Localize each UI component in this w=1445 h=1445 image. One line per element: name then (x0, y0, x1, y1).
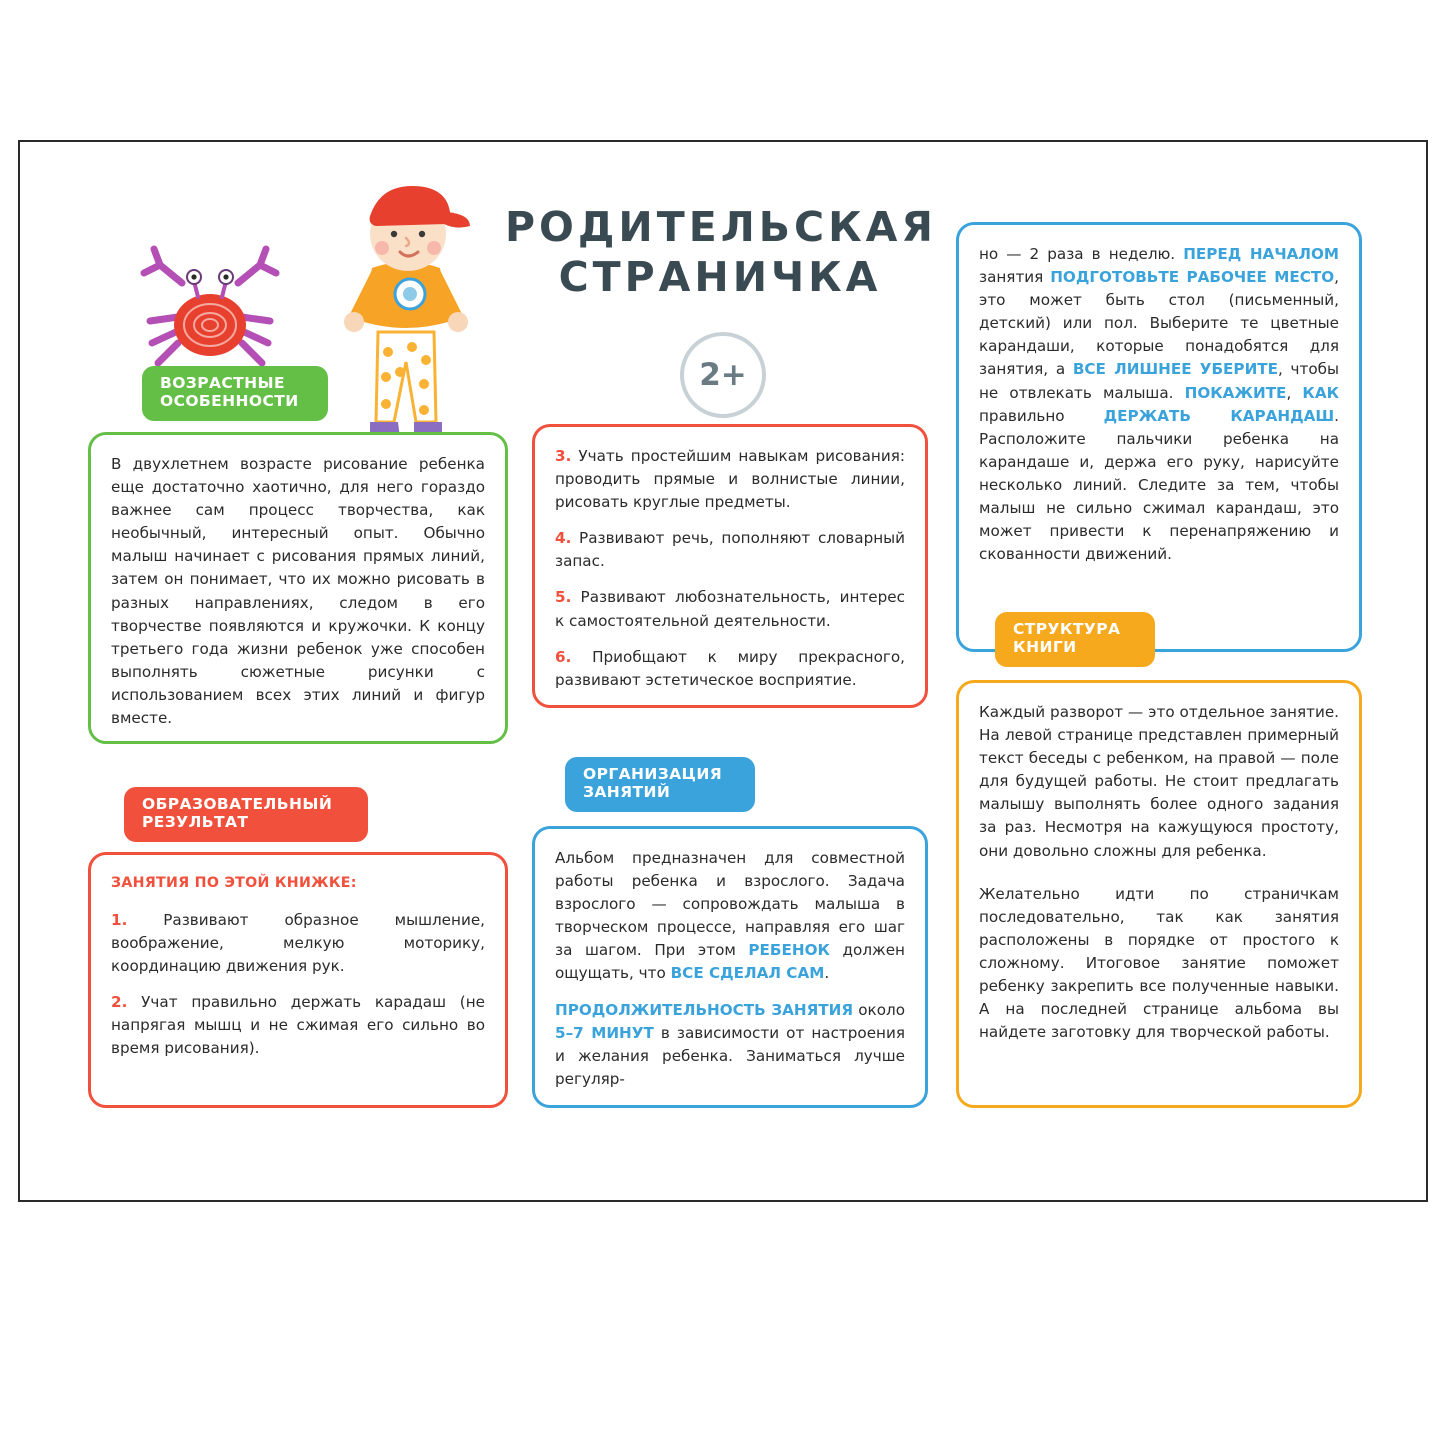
skills-item-5 (555, 586, 905, 632)
organization-paragraph-2 (555, 999, 905, 1091)
tab-age-features-line1: ВОЗРАСТНЫЕ (160, 374, 285, 392)
highlight-did-it-himself: ВСЕ СДЕЛАЛ САМ (670, 964, 825, 983)
page-title (505, 202, 935, 302)
item-text: Развивают речь, пополняют словарный запас. (555, 529, 905, 571)
item-text: Развивают образное мышление, воображение, мелкую моторику, координацию движения рук. (111, 910, 485, 975)
tab-book-structure-line2: КНИГИ (1013, 637, 1077, 656)
item-text: Учат правильно держать карадаш (не напрягая мышц и не сжимая его сильно во время рисования). (111, 992, 485, 1058)
text-run: в зависимости от настроения и желания ребенка. Заниматься лучше регуляр- (555, 1023, 905, 1088)
tab-educational-result-line2: РЕЗУЛЬТАТ (142, 812, 249, 831)
skills-item-4 (555, 527, 905, 573)
item-text: Развивают любознательность, интерес к самостоятельной деятельности. (555, 588, 905, 630)
card-organization (532, 826, 928, 1108)
skills-item-6 (555, 646, 905, 692)
parents-page-spread (18, 140, 1428, 1202)
text-run: , чтобы не отвлекать малыша. (979, 360, 1340, 402)
educational-result-item-2 (111, 991, 485, 1060)
highlight-show: ПОКАЖИТЕ (1184, 383, 1287, 402)
card-age-features (88, 432, 508, 744)
text-run: . (824, 964, 830, 983)
card-skills-list (532, 424, 928, 708)
highlight-child: РЕБЕНОК (748, 941, 830, 960)
highlight-before-start: ПЕРЕД НАЧАЛОМ (1183, 245, 1339, 263)
tab-age-features-line2: ОСОБЕННОСТИ (160, 391, 299, 410)
card-age-features-body (91, 435, 505, 746)
age-badge: 2+ (680, 332, 766, 418)
boy-illustration (320, 172, 500, 472)
tab-book-structure-line1: СТРУКТУРА (1013, 620, 1121, 638)
organization-continued-paragraph (979, 243, 1339, 566)
organization-paragraph-1 (555, 847, 905, 986)
highlight-minutes: 5–7 МИНУТ (555, 1023, 654, 1042)
highlight-prepare-workplace: ПОДГОТОВЬТЕ РАБОЧЕЕ МЕСТО (1050, 268, 1335, 287)
card-organization-continued-body (959, 225, 1359, 582)
page-title-line1: РОДИТЕЛЬСКАЯ (505, 203, 937, 251)
item-number: 1. (111, 910, 128, 929)
educational-result-item-1 (111, 909, 485, 978)
book-structure-paragraph-1: Каждый разворот — это отдельное занятие. На левой странице представлен примерный текст беседы с ребенком, на правой — поле для будущей работы. Не стоит предлагать малышу выполнять более одного задания за раз. Несмотря на кажущуюся простоту, они довольно сложны для ребенка. (979, 703, 1339, 860)
text-run: занятия (979, 268, 1051, 287)
item-number: 6. (555, 647, 572, 666)
age-features-paragraph: В двухлетнем возрасте рисование ребенка еще достаточно хаотично, для него гораздо важнее сам процесс творчества, как необычный, интересный опыт. Обычно малыш начинает с рисования прямых линий, затем он понимает, что их можно рисовать в разных направлениях, следом в его творчестве появляются и кружочки. К концу третьего года жизни ребенок уже способен выполнять сюжетные рисунки с использованием всех этих линий и фигур вместе. (111, 455, 485, 728)
card-skills-list-body (535, 427, 925, 708)
highlight-duration: ПРОДОЛЖИТЕЛЬНОСТЬ ЗАНЯТИЯ (555, 1000, 854, 1019)
text-run: Альбом предназначен для совместной работы ребенка и взрослого. Задача взрослого — сопровождать малыша в творческом процессе, направляя его шаг за шагом. При этом (555, 849, 905, 960)
tab-organization-line2: ЗАНЯТИЙ (583, 782, 671, 801)
item-number: 3. (555, 447, 572, 465)
tab-educational-result-line1: ОБРАЗОВАТЕЛЬНЫЙ (142, 795, 333, 813)
tab-organization-line1: ОРГАНИЗАЦИЯ (583, 765, 723, 783)
educational-result-heading: ЗАНЯТИЯ ПО ЭТОЙ КНИЖКЕ: (111, 875, 357, 891)
highlight-hold-pencil: ДЕРЖАТЬ КАРАНДАШ (1103, 406, 1335, 425)
text-run: правильно (979, 406, 1104, 425)
text-run: но — 2 раза в неделю. (979, 245, 1184, 263)
tab-book-structure (995, 612, 1155, 667)
book-structure-paragraph-2: Желательно идти по страничкам последовательно, так как занятия расположены в порядке от простого к сложному. Итоговое занятие поможет ребенку закрепить все полученные навыки. А на последней странице альбома вы найдете заготовку для творческой работы. (979, 884, 1339, 1042)
page-title-line2: СТРАНИЧКА (558, 253, 882, 302)
item-text: Учать простейшим навыкам рисования: проводить прямые и волнистые линии, рисовать круглые предметы. (555, 447, 905, 512)
card-educational-result (88, 852, 508, 1108)
tab-organization (565, 757, 755, 812)
item-number: 4. (555, 529, 572, 548)
text-run: около (853, 1000, 905, 1019)
card-educational-result-body (91, 855, 505, 1076)
tab-age-features (142, 366, 328, 421)
item-number: 5. (555, 588, 572, 607)
text-run: . Расположите пальчики ребенка на карандаше и, держа его руку, нарисуйте несколько линий. Следите за тем, чтобы малыш не сильно сжимал карандаш, это может привести к перенапряжению и скованности движений. (979, 406, 1339, 564)
text-run: должен ощущать, что (555, 941, 905, 983)
skills-item-3 (555, 445, 905, 514)
card-book-structure (956, 680, 1362, 1108)
text-run: , это может быть стол (письменный, детский) или пол. Выберите те цветные карандаши, которые понадобятся для занятия, а (979, 268, 1339, 379)
highlight-how: КАК (1302, 383, 1339, 402)
highlight-remove-extra: ВСЕ ЛИШНЕЕ УБЕРИТЕ (1072, 360, 1279, 379)
tab-educational-result (124, 787, 368, 842)
text-run: , (1286, 383, 1303, 402)
card-organization-body (535, 829, 925, 1107)
card-book-structure-body (959, 683, 1359, 1060)
item-text: Приобщают к миру прекрасного, развивают эстетическое восприятие. (555, 647, 905, 689)
card-organization-continued (956, 222, 1362, 652)
item-number: 2. (111, 992, 128, 1011)
